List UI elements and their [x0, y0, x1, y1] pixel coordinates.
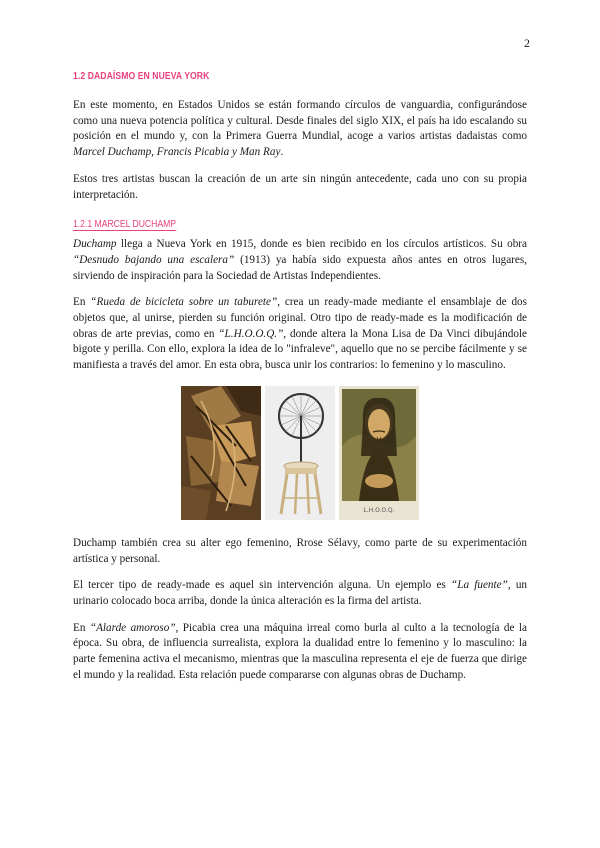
text-run: En este momento, en Estados Unidos se están formando círculos de vanguardia, configurándose como una nueva potencia política y cultural. Desde finales del siglo XIX, el país ha ido escalando su posición en el mundo y, con la Primera Guerra Mundial, acoge a varios artistas dadaistas como	[73, 99, 527, 143]
text-run: El tercer tipo de ready-made es aquel sin intervención alguna. Un ejemplo es	[73, 579, 451, 592]
text-run: , Picabia crea una máquina irreal como burla al culto a la tecnología de la época. Su obra, de influencia surrealista, explora la dualidad entre lo femenino y lo masculino: la parte femenina activa el mecanismo, mientras que la masculina representa el eje de fuerza que dirige el mundo y la realidad. Esta relación puede compararse con algunas obras de Duchamp.	[73, 621, 527, 681]
duchamp-paragraph-3: Duchamp también crea su alter ego femenino, Rrose Sélavy, como parte de su experimentación artística y personal.	[73, 536, 527, 565]
artwork-images	[73, 386, 527, 520]
lhooq-mona-lisa-image	[339, 386, 419, 520]
bicycle-wheel-image	[265, 386, 335, 520]
text-run: (1913) ya había sido expuesta años antes en otros lugares, sirviendo de inspiración para la Sociedad de Artistas Independientes.	[73, 253, 528, 282]
subsection-heading: 1.2.1 MARCEL DUCHAMP	[73, 218, 177, 231]
italic-run: Duchamp	[73, 238, 117, 251]
text-run: , donde altera la Mona Lisa de Da Vinci dibujándole bigote y perilla. Con ello, explora la idea de lo "infraleve", aquello que no se percibe fácilmente y se manifiesta a través del amor. En esta obra, busca unir los contrarios: lo femenino y lo masculino.	[73, 327, 527, 372]
artwork-title: “Alarde amoroso”	[89, 621, 176, 634]
duchamp-paragraph-4	[73, 578, 527, 609]
text-run: En	[73, 621, 90, 634]
artist-names: Marcel Duchamp, Francis Picabia y Man Ray	[73, 146, 281, 159]
document-body	[73, 70, 527, 694]
duchamp-paragraph-1	[73, 237, 527, 284]
text-run: , crea un ready-made mediante el ensamblaje de dos objetos que, al unirse, pierden su función original. Otro tipo de ready-made es la modificación de obras de arte previas, como en	[73, 296, 527, 340]
section-paragraph-2: Estos tres artistas buscan la creación de un arte sin ningún antecedente, cada uno con su propia interpretación.	[73, 172, 527, 201]
duchamp-paragraph-2	[73, 295, 527, 374]
artwork-title: “Rueda de bicicleta sobre un taburete”	[90, 296, 278, 309]
subsection-heading-wrap	[73, 214, 527, 231]
artwork-title: “L.H.O.O.Q.”	[218, 327, 284, 340]
section-paragraph-1	[73, 98, 527, 161]
text-run: En	[73, 296, 91, 309]
duchamp-paragraph-5	[73, 621, 527, 684]
artwork-title: “Desnudo bajando una escalera”	[73, 253, 235, 266]
page-number: 2	[524, 36, 530, 50]
svg-text:L.H.O.O.Q.: L.H.O.O.Q.	[363, 506, 395, 514]
section-heading: 1.2 DADAÍSMO EN NUEVA YORK	[73, 70, 210, 82]
text-run: .	[280, 146, 284, 159]
nude-descending-staircase-image	[181, 386, 261, 520]
artwork-title: “La fuente”	[451, 579, 508, 592]
text-run: , un urinario colocado boca arriba, donde la única alteración es la firma del artista.	[73, 579, 528, 607]
text-run: llega a Nueva York en 1915, donde es bien recibido en los círculos artísticos. Su obra	[116, 238, 527, 251]
